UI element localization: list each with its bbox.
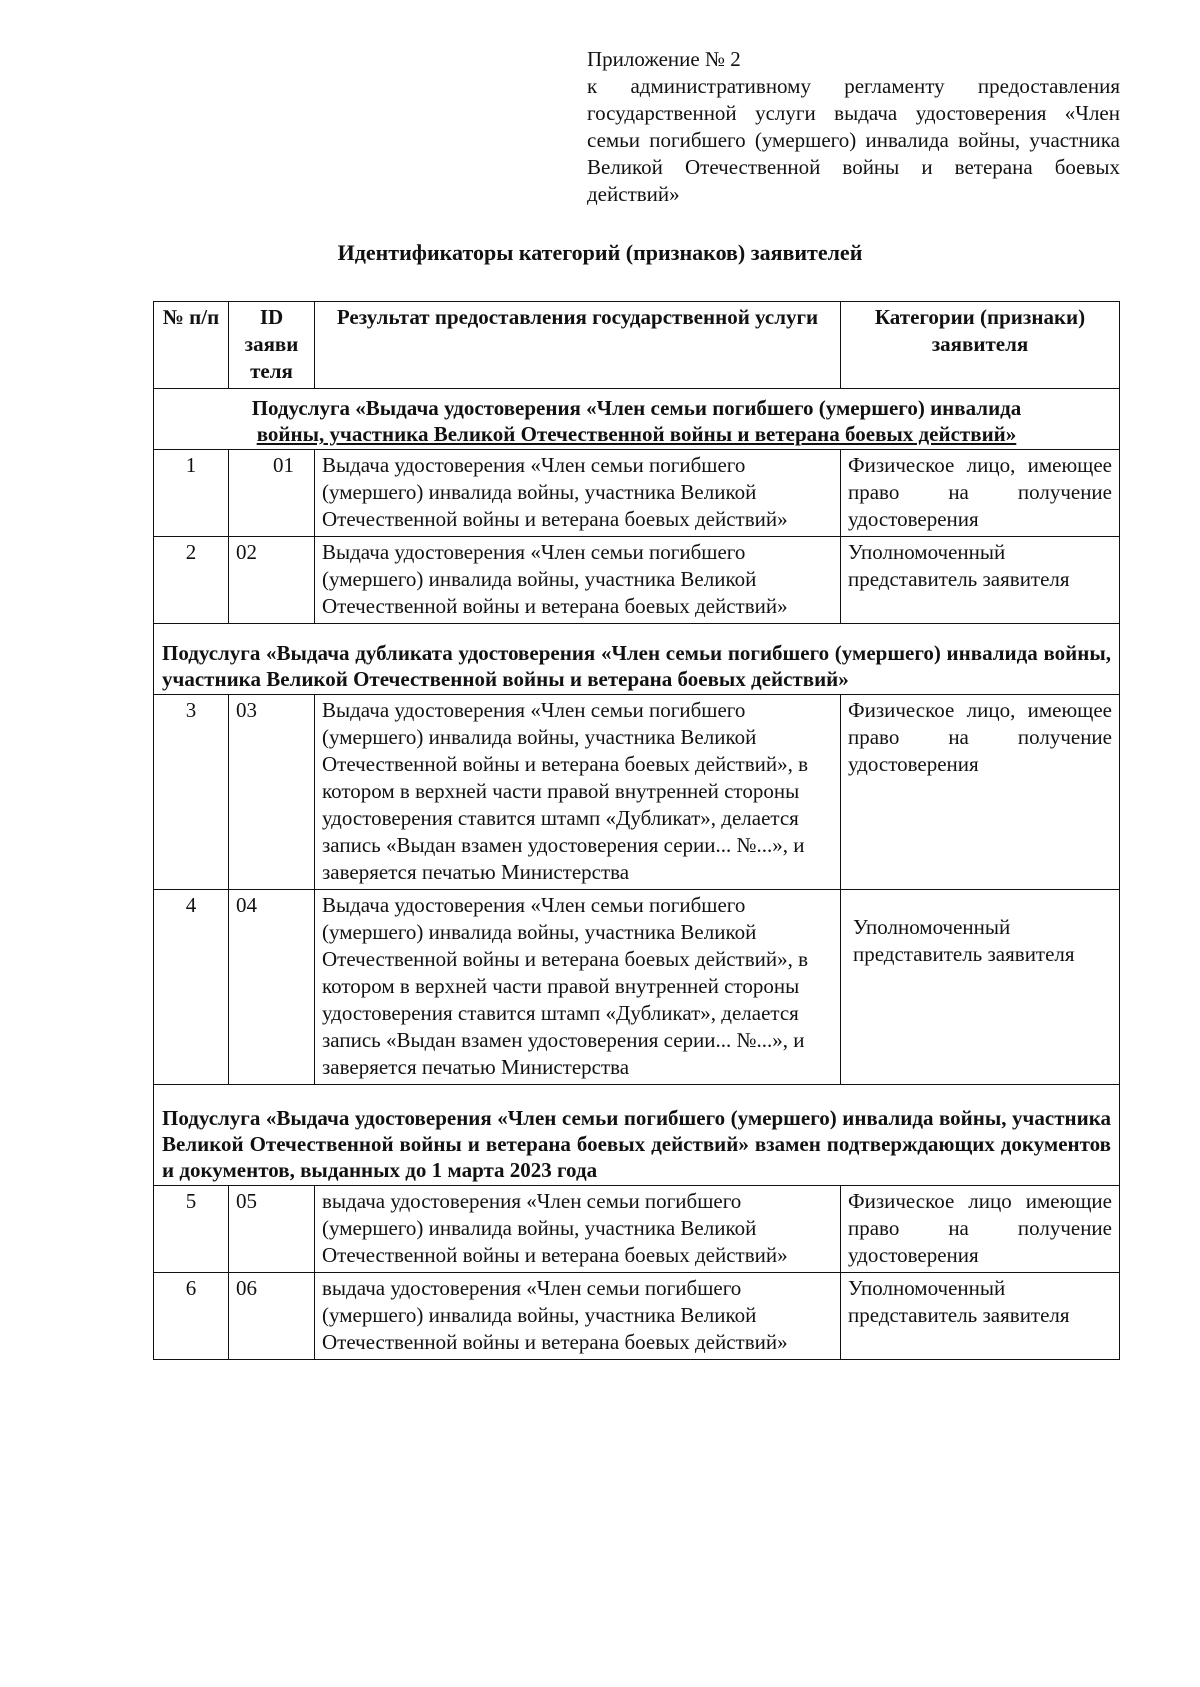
row-num: 5 — [154, 1186, 229, 1273]
row-result: Выдача удостоверения «Член семьи погибшего (умершего) инвалида войны, участника Великой Отечественной войны и ветерана боевых действий» — [315, 450, 841, 537]
row-result: выдача удостоверения «Член семьи погибшего (умершего) инвалида войны, участника Великой Отечественной войны и ветерана боевых действий» — [315, 1273, 841, 1360]
subservice-title: Подуслуга «Выдача дубликата удостоверения «Член семьи погибшего (умершего) инвалида войны, участника Великой Отечественной войны и ветерана боевых действий» — [154, 624, 1120, 695]
row-category: Физическое лицо, имеющее право на получение удостоверения — [841, 450, 1120, 537]
row-result: Выдача удостоверения «Член семьи погибшего (умершего) инвалида войны, участника Великой Отечественной войны и ветерана боевых действий», в котором в верхней части правой внутренней стороны удостоверения ставится штамп «Дубликат», делается запись «Выдан взамен удостоверения серии... №...», и заверяется печатью Министерства — [315, 695, 841, 890]
row-result: Выдача удостоверения «Член семьи погибшего (умершего) инвалида войны, участника Великой Отечественной войны и ветерана боевых действий» — [315, 537, 841, 624]
header-num: № п/п — [154, 302, 229, 389]
row-id: 01 — [229, 450, 315, 537]
table-row — [154, 1186, 1120, 1273]
subservice-row — [154, 389, 1120, 450]
subservice-row — [154, 624, 1120, 695]
row-id: 06 — [229, 1273, 315, 1360]
row-category: Уполномоченный представитель заявителя — [841, 537, 1120, 624]
row-num: 4 — [154, 890, 229, 1085]
header-id: ID заяви теля — [229, 302, 315, 389]
row-category: Физическое лицо, имеющее право на получение удостоверения — [841, 695, 1120, 890]
row-category: Физическое лицо имеющие право на получение удостоверения — [841, 1186, 1120, 1273]
header-result: Результат предоставления государственной услуги — [315, 302, 841, 389]
row-id: 03 — [229, 695, 315, 890]
row-num: 6 — [154, 1273, 229, 1360]
table-row — [154, 450, 1120, 537]
annex-title: Приложение № 2 — [587, 47, 741, 71]
annex-header — [587, 46, 1120, 208]
table-row — [154, 890, 1120, 1085]
applicant-identifiers-table — [153, 301, 1120, 1360]
row-category: Уполномоченный представитель заявителя — [841, 890, 1120, 1085]
row-id: 04 — [229, 890, 315, 1085]
document-title: Идентификаторы категорий (признаков) заявителей — [337, 240, 863, 265]
row-num: 3 — [154, 695, 229, 890]
row-category: Уполномоченный представитель заявителя — [841, 1273, 1120, 1360]
row-id: 05 — [229, 1186, 315, 1273]
subservice-title: Подуслуга «Выдача удостоверения «Член семьи погибшего (умершего) инвалида войны, участника Великой Отечественной войны и ветерана боевых действий» — [154, 389, 1120, 450]
header-category: Категории (признаки) заявителя — [841, 302, 1120, 389]
row-result: Выдача удостоверения «Член семьи погибшего (умершего) инвалида войны, участника Великой Отечественной войны и ветерана боевых действий», в котором в верхней части правой внутренней стороны удостоверения ставится штамп «Дубликат», делается запись «Выдан взамен удостоверения серии... №...», и заверяется печатью Министерства — [315, 890, 841, 1085]
table-row — [154, 695, 1120, 890]
table-row — [154, 1273, 1120, 1360]
row-num: 2 — [154, 537, 229, 624]
row-result: выдача удостоверения «Член семьи погибшего (умершего) инвалида войны, участника Великой Отечественной войны и ветерана боевых действий» — [315, 1186, 841, 1273]
subservice-title: Подуслуга «Выдача удостоверения «Член семьи погибшего (умершего) инвалида войны, участника Великой Отечественной войны и ветерана боевых действий» взамен подтверждающих документов и документов, выданных до 1 марта 2023 года — [154, 1085, 1120, 1186]
table-row — [154, 537, 1120, 624]
row-num: 1 — [154, 450, 229, 537]
annex-body: к административному регламенту предоставления государственной услуги выдача удостоверения «Член семьи погибшего (умершего) инвалида войны, участника Великой Отечественной войны и ветерана боевых действий» — [587, 74, 1120, 206]
row-id: 02 — [229, 537, 315, 624]
subservice-row — [154, 1085, 1120, 1186]
table-header-row — [154, 302, 1120, 389]
